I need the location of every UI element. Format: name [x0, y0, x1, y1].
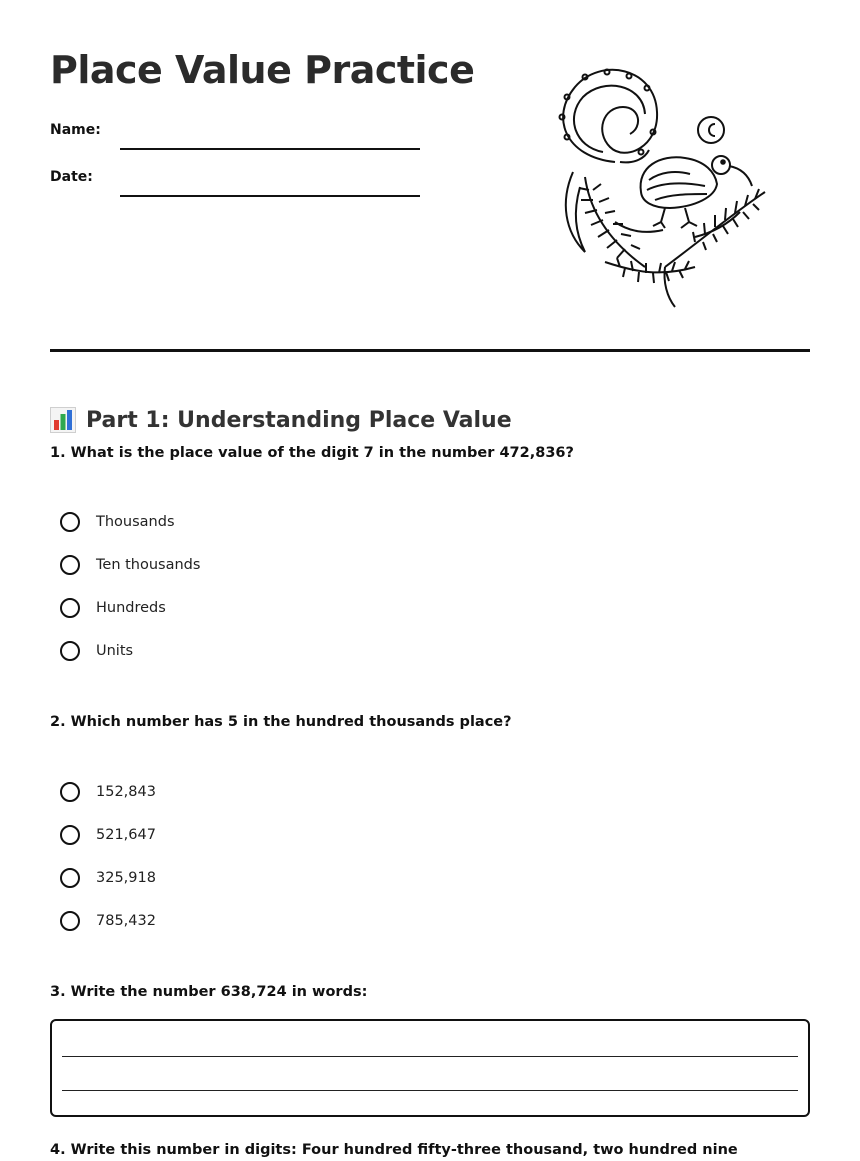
bar-chart-icon: [50, 407, 76, 433]
date-write-line[interactable]: [120, 195, 420, 197]
part1-heading-text: Part 1: Understanding Place Value: [86, 407, 512, 433]
q2-option-521647[interactable]: [60, 813, 156, 856]
question-4: 4. Write this number in digits: Four hundred fifty-three thousand, two hundred nine: [50, 1142, 738, 1158]
date-field: [50, 169, 420, 185]
q2-option-785432[interactable]: [60, 899, 156, 942]
page-title: Place Value Practice: [50, 48, 475, 92]
question-3: 3. Write the number 638,724 in words:: [50, 984, 368, 1000]
radio-button[interactable]: [60, 911, 80, 931]
radio-button[interactable]: [60, 555, 80, 575]
option-label: 152,843: [96, 783, 156, 800]
option-label: Hundreds: [96, 599, 166, 616]
question-1-options: [60, 500, 200, 672]
radio-button[interactable]: [60, 598, 80, 618]
radio-button[interactable]: [60, 782, 80, 802]
q1-option-units[interactable]: [60, 629, 200, 672]
question-2-options: [60, 770, 156, 942]
q2-option-325918[interactable]: [60, 856, 156, 899]
question-2: 2. Which number has 5 in the hundred thousands place?: [50, 714, 512, 730]
option-label: 785,432: [96, 912, 156, 929]
name-write-line[interactable]: [120, 148, 420, 150]
q1-option-thousands[interactable]: [60, 500, 200, 543]
radio-button[interactable]: [60, 641, 80, 661]
answer-line: [62, 1090, 798, 1091]
radio-button[interactable]: [60, 825, 80, 845]
answer-line: [62, 1056, 798, 1057]
radio-button[interactable]: [60, 512, 80, 532]
q1-option-hundreds[interactable]: [60, 586, 200, 629]
option-label: Thousands: [96, 513, 175, 530]
option-label: 325,918: [96, 869, 156, 886]
option-label: Ten thousands: [96, 556, 201, 573]
q2-option-152843[interactable]: [60, 770, 156, 813]
option-label: Units: [96, 642, 134, 659]
date-label: Date:: [50, 169, 93, 185]
question-3-answer-box[interactable]: [50, 1019, 810, 1117]
question-1: 1. What is the place value of the digit 7 in the number 472,836?: [50, 445, 574, 461]
kiwi-bird-illustration: [545, 62, 775, 312]
radio-button[interactable]: [60, 868, 80, 888]
option-label: 521,647: [96, 826, 156, 843]
q1-option-ten-thousands[interactable]: [60, 543, 200, 586]
name-label: Name:: [50, 122, 101, 138]
header-divider: [50, 349, 810, 352]
part1-heading: [50, 407, 512, 433]
name-field: [50, 122, 420, 138]
